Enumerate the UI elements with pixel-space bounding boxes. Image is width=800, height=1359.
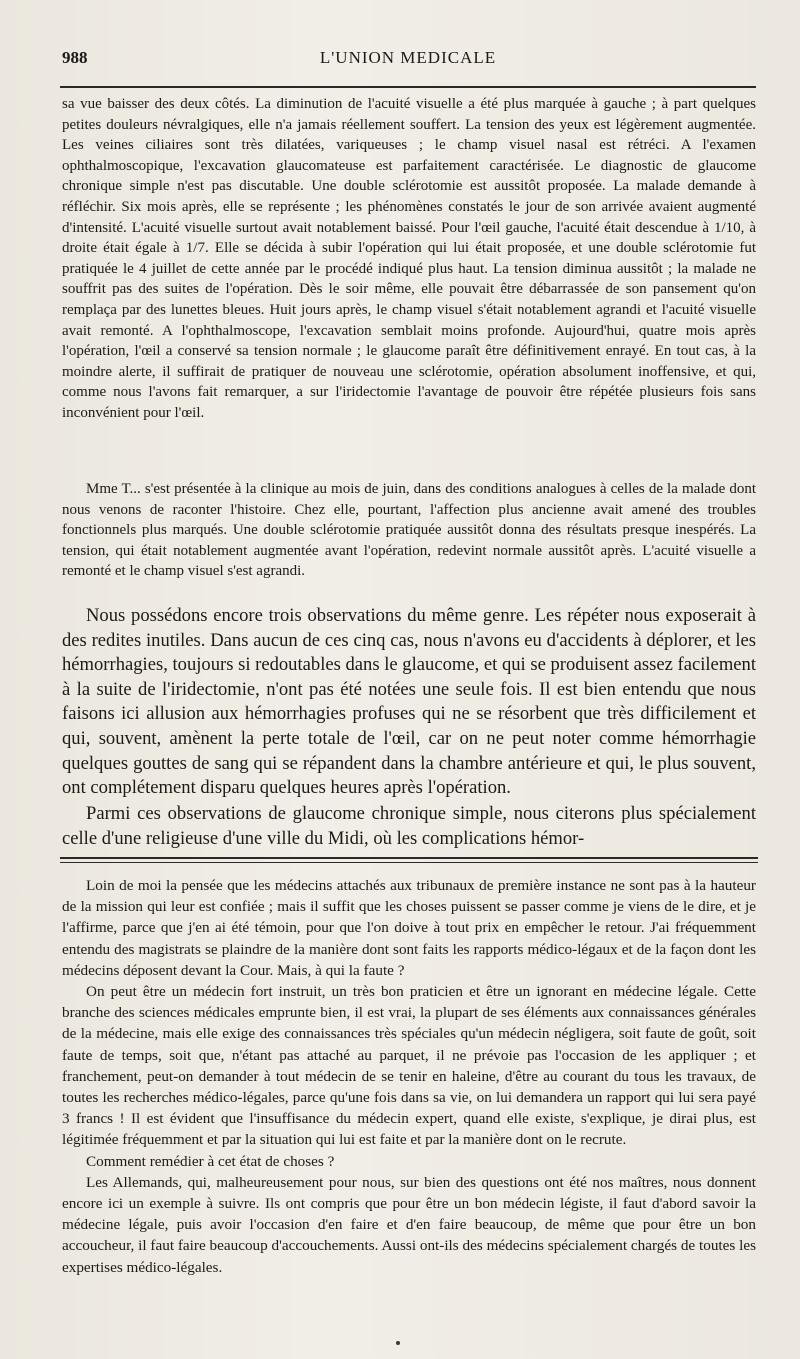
feuilleton-paragraph: Les Allemands, qui, malheureusement pour nous, sur bien des questions ont été nos maîtres, nous donnent encore ici un exemple à suivre. Ils ont compris que pour être un bon médecin légiste, il faut d'abord savoir la médecine légale, puis avoir l'occasion d'en faire et d'en faire beaucoup, de même que pour être un bon accoucheur, il faut faire beaucoup d'accouchements. Aussi ont-ils des médecins spécialement chargés de toutes les expertises médico-légales.	[62, 1173, 756, 1276]
feuilleton-text	[62, 875, 756, 1278]
feuilleton-paragraph: Loin de moi la pensée que les médecins attachés aux tribunaux de première instance ne sont pas à la hauteur de la mission qui leur est confiée ; mais il suffit que les choses puissent se passer comme je viens de le dire, et je l'affirme, parce que j'en ai été témoin, pour que l'on doive à tout prix en empêcher le retour. J'ai fréquemment entendu des magistrats se plaindre de la manière dont sont faits les rapports médico-légaux et de la façon dont les médecins déposent devant la Cour. Mais, à qui la faute ?	[62, 877, 756, 979]
page-number: 988	[62, 48, 88, 67]
body-paragraph-mme-t: Mme T... s'est présentée à la clinique au mois de juin, dans des conditions analogues à celles de la malade dont nous venons de raconter l'histoire. Chez elle, pourtant, l'affection plus ancienne avait amené des troubles fonctionnels plus marqués. Une double sclérotomie pratiquée aussitôt donna des résultats presque inespérés. La tension, qui était notablement augmentée avant l'opération, redevint normale aussitôt après. L'acuité visuelle a remonté et le champ visuel s'est agrandi.	[62, 481, 756, 580]
running-title: L'UNION MEDICALE	[319, 48, 497, 67]
page-header	[62, 46, 754, 76]
body-paragraph-continuation: Parmi ces observations de glaucome chronique simple, nous citerons plus spécialement celle d'une religieuse d'une ville du Midi, où les complications hémor-	[62, 803, 756, 849]
feuilleton-paragraph: Comment remédier à cet état de choses ?	[86, 1152, 335, 1170]
body-paragraph-observations: Nous possédons encore trois observations du même genre. Les répéter nous exposerait à des redites inutiles. Dans aucun de ces cinq cas, nous n'avons eu d'accidents à déplorer, et les hémorrhagies, toujours si redoutables dans le glaucome, et qui se produisent assez facilement à la suite de l'iridectomie, n'ont pas été notées une seule fois. Il est bien entendu que nous faisons ici allusion aux hémorrhagies profuses qui ne se résorbent que très difficilement et qui, souvent, amènent la perte totale de l'œil, car on ne peut noter comme hémorrhagie quelques gouttes de sang qui se répandent dans la chambre antérieure et qui, le plus souvent, ont complétement disparu quelques heures après l'opération.	[62, 605, 756, 799]
body-paragraph-case-report: sa vue baisser des deux côtés. La diminution de l'acuité visuelle a été plus marquée à gauche ; à part quelques petites douleurs névralgiques, elle n'a jamais réellement souffert. La tension des yeux est légèrement augmentée. Les veines ciliaires sont très dilatées, variqueuses ; le champ visuel nasal est rétréci. A l'examen ophthalmoscopique, l'excavation glaucomateuse est parfaitement caractérisée. Le diagnostic de glaucome chronique simple n'est pas discutable. Une double sclérotomie est aussitôt proposée. La malade demande à réfléchir. Six mois après, elle se représente ; les phénomènes constatés le jour de son arrivée avaient augmenté d'intensité. L'acuité visuelle surtout avait notablement baissé. Pour l'œil gauche, l'acuité était descendue à 1/10, à droite était égale à 1/7. Elle se décida à subir l'opération qui lui était proposée, et une double sclérotomie fut pratiquée le 4 juillet de cette année par le procédé indiqué plus haut. La tension diminua aussitôt ; la malade ne souffrit pas des suites de l'opération. Dès le soir même, elle pouvait être débarrassée de son pansement qu'on remplaça par des lunettes bleues. Huit jours après, le champ visuel s'était notablement agrandi et l'acuité visuelle avait remonté. A l'ophthalmoscope, l'excavation semblait moins profonde. Aujourd'hui, quatre mois après l'opération, l'œil a conservé sa tension normale ; le glaucome paraît être définitivement enrayé. En tout cas, à la moindre alerte, il suffirait de pratiquer de nouveau une sclérotomie, opération absolument inoffensive, et qui, comme nous l'avons fait remarquer, a sur l'iridectomie l'avantage de pouvoir être répétée plusieurs fois sans inconvénient pour l'œil.	[62, 96, 756, 421]
header-rule	[60, 86, 756, 88]
printer-mark	[396, 1341, 400, 1345]
section-divider	[60, 857, 758, 863]
feuilleton-paragraph: On peut être un médecin fort instruit, un très bon praticien et être un ignorant en médecine légale. Cette branche des sciences médicales emprunte bien, il est vrai, la plupart de ses éléments aux connaissances générales de la médecine, mais elle exige des connaissances très spéciales qu'un médecin négligera, soit faute de goût, soit faute de temps, soit que, n'étant pas attaché au parquet, il ne prévoie pas l'occasion de les appliquer ; et franchement, peut-on demander à tout médecin de se tenir en haleine, d'être au courant du tous les travaux, de toutes les recherches médico-légales, parce qu'une fois dans sa vie, on lui demandera un rapport qui lui sera payé 3 francs ! Il est évident que l'insuffisance du médecin expert, quand elle existe, s'explique, je dirai plus, est légitimée fréquemment et par la situation qui lui est faite et par la manière dont on le recrute.	[62, 983, 756, 1149]
